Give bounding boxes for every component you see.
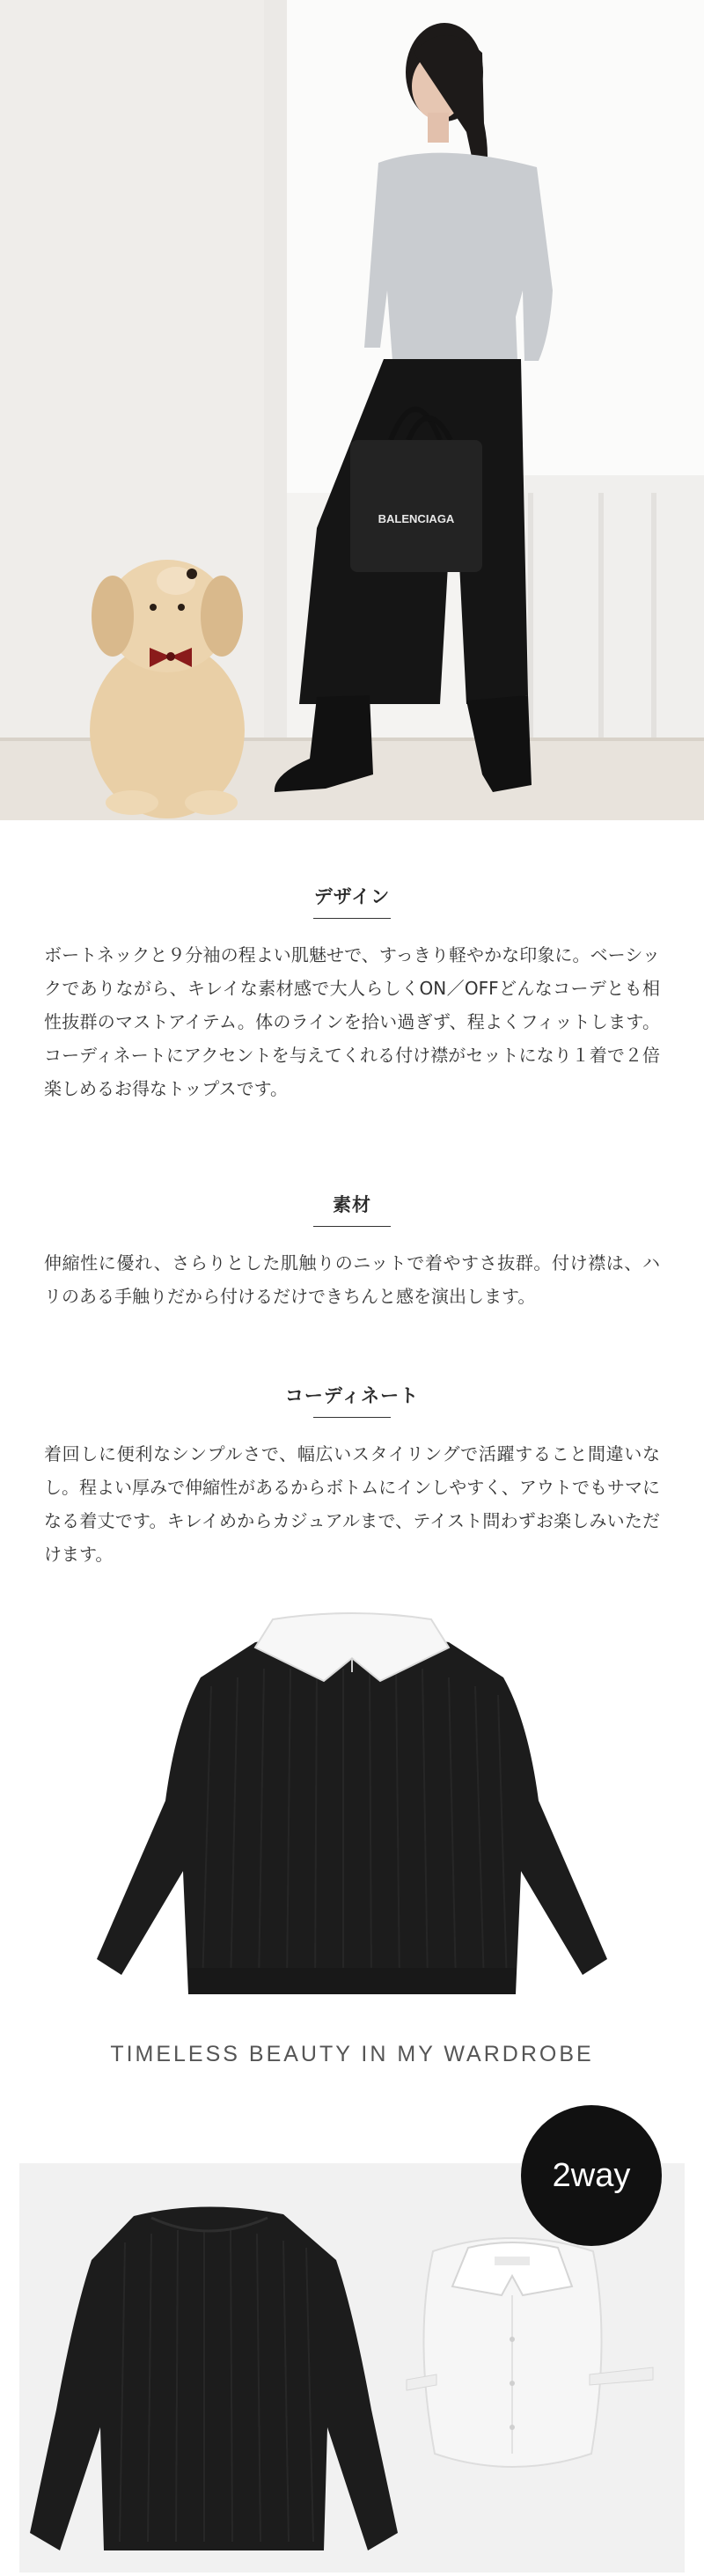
- section-design: [0, 883, 704, 1105]
- product-knit-with-collar: [0, 1607, 704, 2029]
- section-divider: [313, 1226, 391, 1227]
- grey-sweater: [364, 153, 553, 361]
- brand-tagline: TIMELESS BEAUTY IN MY WARDROBE: [110, 2042, 594, 2066]
- section-divider: [313, 1417, 391, 1418]
- handbag: [350, 440, 482, 572]
- section-divider: [313, 918, 391, 919]
- section-title: デザイン: [313, 886, 391, 907]
- section-coordinate: [0, 1382, 704, 1571]
- black-knit-top: [97, 1633, 607, 1994]
- section-material: [0, 1191, 704, 1313]
- section-body: ボートネックと９分袖の程よい肌魅せで、すっきり軽やかな印象に。ベーシックでありながら、キレイな素材感で大人らしくON／OFFどんなコーデとも相性抜群のマストアイテム。体のラインを拾い過ぎず、程よくフィットします。コーディネートにアクセントを与えてくれる付け襟がセットになり１着で２倍楽しめるお得なトップスです。: [44, 944, 660, 1099]
- knit-with-collar-illustration: [0, 1607, 704, 2029]
- black-knit-top-only: [30, 2206, 398, 2550]
- section-title: 素材: [333, 1194, 371, 1215]
- bag-logo: BALENCIAGA: [378, 512, 455, 525]
- section-body: 伸縮性に優れ、さらりとした肌触りのニットで着やすさ抜群。付け襟は、ハリのある手触りだから付けるだけできちんと感を演出します。: [44, 1252, 660, 1307]
- section-title: コーディネート: [284, 1385, 420, 1406]
- section-body: 着回しに便利なシンプルさで、幅広いスタイリングで活躍すること間違いなし。程よい厚みで伸縮性があるからボトムにインしやすく、アウトでもサマになる着丈です。キレイめからカジュアルまで、テイスト問わずお楽しみいただけます。: [44, 1443, 660, 1565]
- hero-photo: [0, 0, 704, 820]
- two-way-badge: 2way: [521, 2105, 662, 2246]
- hero-illustration: [0, 0, 704, 820]
